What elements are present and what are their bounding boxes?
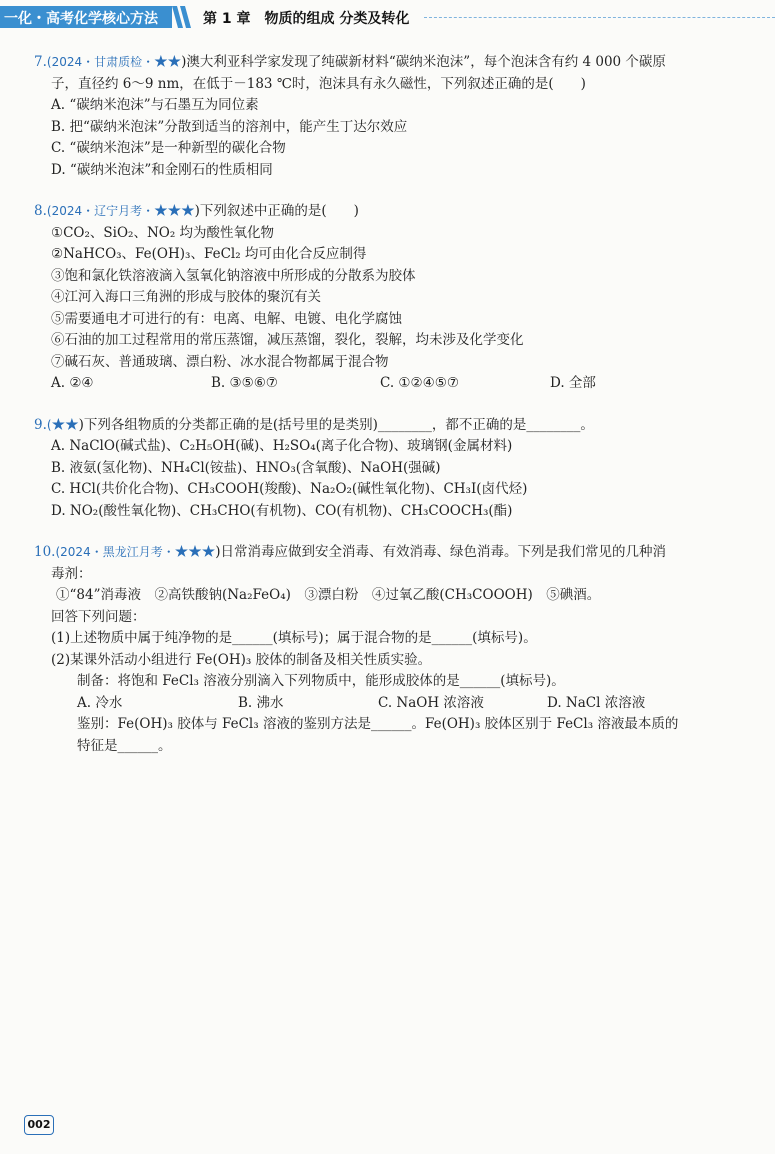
series-banner xyxy=(0,6,172,28)
q7-stem-2: 子，直径约 6～9 nm，在低于－183 ℃时，泡沫具有永久磁性，下列叙述正确的是( ) xyxy=(51,75,586,92)
q8-statement-5: ⑤需要通电才可进行的有：电离、电解、电镀、电化学腐蚀 xyxy=(51,310,402,327)
page-number: 002 xyxy=(24,1115,54,1135)
q10-preparation: 制备：将饱和 FeCl₃ 溶液分别滴入下列物质中，能形成胶体的是______(填标号)。 xyxy=(77,673,565,689)
q10-identification-2: 特征是______。 xyxy=(77,737,172,754)
q8-number: 8. xyxy=(34,203,47,219)
q8-stem-line xyxy=(34,201,734,223)
q10-items: ①“84”消毒液 ②高铁酸钠(Na₂FeO₄) ③漂白粉 ④过氧乙酸(CH₃COOOH) ⑤碘酒。 xyxy=(56,587,601,603)
q8-source: (2024・辽宁月考・ xyxy=(46,204,155,218)
q9-option-b: B. 液氨(氢化物)、NH₄Cl(铵盐)、HNO₃(含氧酸)、NaOH(强碱) xyxy=(51,459,441,476)
q8-statement-7: ⑦碱石灰、普通玻璃、漂白粉、冰水混合物都属于混合物 xyxy=(51,353,389,370)
chapter-title: 第 1 章 物质的组成 分类及转化 xyxy=(203,11,410,27)
q8-option-a: A. ②④ xyxy=(51,375,94,391)
header-rule xyxy=(424,17,775,18)
question-10 xyxy=(34,542,734,757)
q10-option-a: A. 冷水 xyxy=(77,694,123,711)
stripes-decoration xyxy=(172,6,196,28)
q7-option-a: A. “碳纳米泡沫”与石墨互为同位素 xyxy=(51,97,259,113)
q8-option-c: C. ①②④⑤⑦ xyxy=(380,375,459,391)
question-9 xyxy=(34,415,734,523)
q7-option-c: C. “碳纳米泡沫”是一种新型的碳化合物 xyxy=(51,140,286,156)
q8-option-b: B. ③⑤⑥⑦ xyxy=(211,375,278,391)
page-content xyxy=(34,52,734,777)
q8-statement-3: ③饱和氯化铁溶液滴入氢氧化钠溶液中所形成的分散系为胶体 xyxy=(51,267,416,284)
q7-difficulty-stars: ★★ xyxy=(154,54,182,70)
q7-stem-line-1 xyxy=(34,52,734,74)
q10-stem-1: )日常消毒应做到安全消毒、有效消毒、绿色消毒。下列是我们常见的几种消 xyxy=(215,544,666,560)
q9-source: ( xyxy=(46,417,52,432)
q7-stem-1: )澳大利亚科学家发现了纯碳新材料“碳纳米泡沫”，每个泡沫含有约 4 000 个碳原 xyxy=(181,54,666,70)
q8-difficulty-stars: ★★★ xyxy=(154,203,195,219)
series-title: 一化・高考化学核心方法 xyxy=(4,11,158,27)
q9-option-a: A. NaClO(碱式盐)、C₂H₅OH(碱)、H₂SO₄(离子化合物)、玻璃钢(金属材料) xyxy=(51,438,513,454)
q8-options xyxy=(34,373,734,395)
q8-statement-4: ④江河入海口三角洲的形成与胶体的聚沉有关 xyxy=(51,289,321,305)
q7-number: 7. xyxy=(34,54,47,70)
q10-option-c: C. NaOH 浓溶液 xyxy=(378,694,484,711)
q8-stem: )下列叙述中正确的是( ) xyxy=(194,203,359,219)
page-header xyxy=(0,0,775,34)
q7-option-d: D. “碳纳米泡沫”和金刚石的性质相同 xyxy=(51,161,273,178)
q10-number: 10. xyxy=(34,544,56,560)
q10-option-d: D. NaCl 浓溶液 xyxy=(547,694,646,711)
q10-options xyxy=(34,693,734,715)
question-8 xyxy=(34,201,734,395)
q9-stem-line xyxy=(34,415,734,437)
q8-statement-1: ①CO₂、SiO₂、NO₂ 均为酸性氧化物 xyxy=(51,224,275,241)
q7-option-b: B. 把“碳纳米泡沫”分散到适当的溶剂中，能产生丁达尔效应 xyxy=(51,118,408,135)
q10-identification-1: 鉴别：Fe(OH)₃ 胶体与 FeCl₃ 溶液的鉴别方法是______。Fe(OH)₃ 胶体区别于 FeCl₃ 溶液最本质的 xyxy=(77,716,679,732)
q8-statement-6: ⑥石油的加工过程常用的常压蒸馏，减压蒸馏，裂化，裂解，均未涉及化学变化 xyxy=(51,332,524,348)
q9-option-c: C. HCl(共价化合物)、CH₃COOH(羧酸)、Na₂O₂(碱性氧化物)、CH₃I(卤代烃) xyxy=(51,481,528,497)
q10-prompt: 回答下列问题： xyxy=(51,608,146,625)
q8-option-d: D. 全部 xyxy=(550,375,596,391)
q10-stem-line-1 xyxy=(34,542,734,564)
q7-source: (2024・甘肃质检・ xyxy=(46,55,155,69)
q10-part-1: (1)上述物质中属于纯净物的是______(填标号)；属于混合物的是______(填标号)。 xyxy=(51,630,537,646)
question-7 xyxy=(34,52,734,181)
q10-source: (2024・黑龙江月考・ xyxy=(55,545,175,559)
q10-difficulty-stars: ★★★ xyxy=(174,544,216,560)
q9-number: 9. xyxy=(34,416,47,433)
q10-option-b: B. 沸水 xyxy=(238,694,284,711)
q10-part-2: (2)某课外活动小组进行 Fe(OH)₃ 胶体的制备及相关性质实验。 xyxy=(51,651,432,668)
q9-stem: )下列各组物质的分类都正确的是(括号里的是类别)________，都不正确的是________。 xyxy=(78,416,594,433)
q8-statement-2: ②NaHCO₃、Fe(OH)₃、FeCl₂ 均可由化合反应制得 xyxy=(51,246,367,262)
q9-difficulty-stars: ★★ xyxy=(51,416,79,433)
q10-stem-2: 毒剂： xyxy=(51,565,92,582)
q9-option-d: D. NO₂(酸性氧化物)、CH₃CHO(有机物)、CO(有机物)、CH₃COOCH₃(酯) xyxy=(51,502,513,519)
